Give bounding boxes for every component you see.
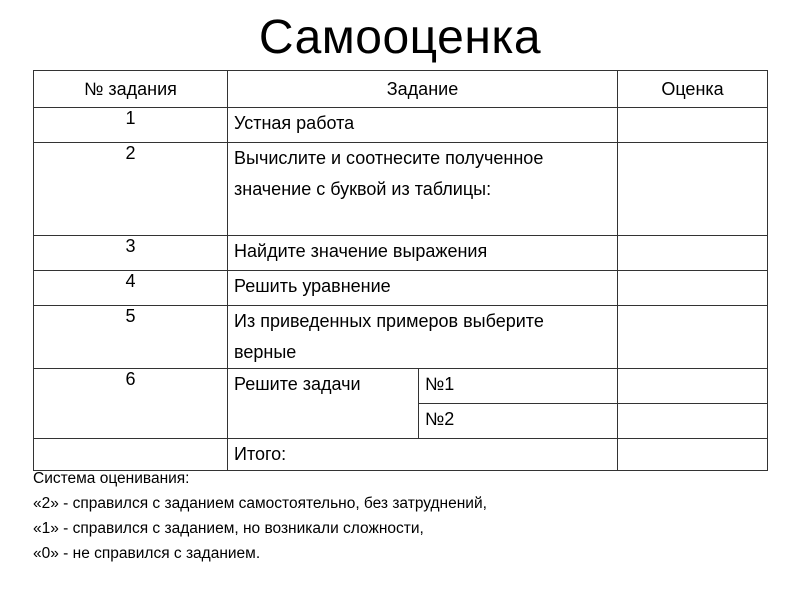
task-cell: Устная работа xyxy=(228,108,618,143)
task-number-cell: 2 xyxy=(34,143,228,236)
header-task: Задание xyxy=(228,71,618,108)
task-number-cell: 1 xyxy=(34,108,228,143)
task-cell: Найдите значение выражения xyxy=(228,236,618,271)
table-row xyxy=(34,236,768,271)
table-row xyxy=(34,306,768,369)
task-number-cell: 3 xyxy=(34,236,228,271)
grading-legend xyxy=(33,466,487,566)
table-header-row xyxy=(34,71,768,108)
task-cell: Вычислите и соотнесите полученное значение с буквой из таблицы: xyxy=(228,143,618,236)
task-number-cell: 6 xyxy=(34,369,228,439)
score-cell[interactable] xyxy=(618,306,768,369)
score-cell[interactable] xyxy=(618,236,768,271)
self-assessment-table xyxy=(33,70,768,471)
header-score: Оценка xyxy=(618,71,768,108)
task-cell: Решите задачи xyxy=(228,369,419,439)
score-cell[interactable] xyxy=(618,271,768,306)
score-cell[interactable] xyxy=(618,108,768,143)
task-number-cell: 5 xyxy=(34,306,228,369)
task-cell: Из приведенных примеров выберите верные xyxy=(228,306,618,369)
score-cell[interactable] xyxy=(618,369,768,404)
table-row xyxy=(34,108,768,143)
table-row xyxy=(34,143,768,236)
header-task-number: № задания xyxy=(34,71,228,108)
task-number-cell: 4 xyxy=(34,271,228,306)
subtask-cell: №1 xyxy=(419,369,618,404)
table-row xyxy=(34,271,768,306)
task-cell: Решить уравнение xyxy=(228,271,618,306)
score-cell[interactable] xyxy=(618,143,768,236)
grading-line: «1» - справился с заданием, но возникали сложности, xyxy=(33,520,424,537)
grading-line: «0» - не справился с заданием. xyxy=(33,545,261,562)
table-row xyxy=(34,369,768,404)
total-label: Итого: xyxy=(228,439,618,471)
page-title: Самооценка xyxy=(258,11,542,64)
grading-heading: Система оценивания: xyxy=(33,470,190,487)
grading-line: «2» - справился с заданием самостоятельно, без затруднений, xyxy=(33,495,487,512)
score-cell[interactable] xyxy=(618,404,768,439)
total-score-cell[interactable] xyxy=(618,439,768,471)
subtask-cell: №2 xyxy=(419,404,618,439)
